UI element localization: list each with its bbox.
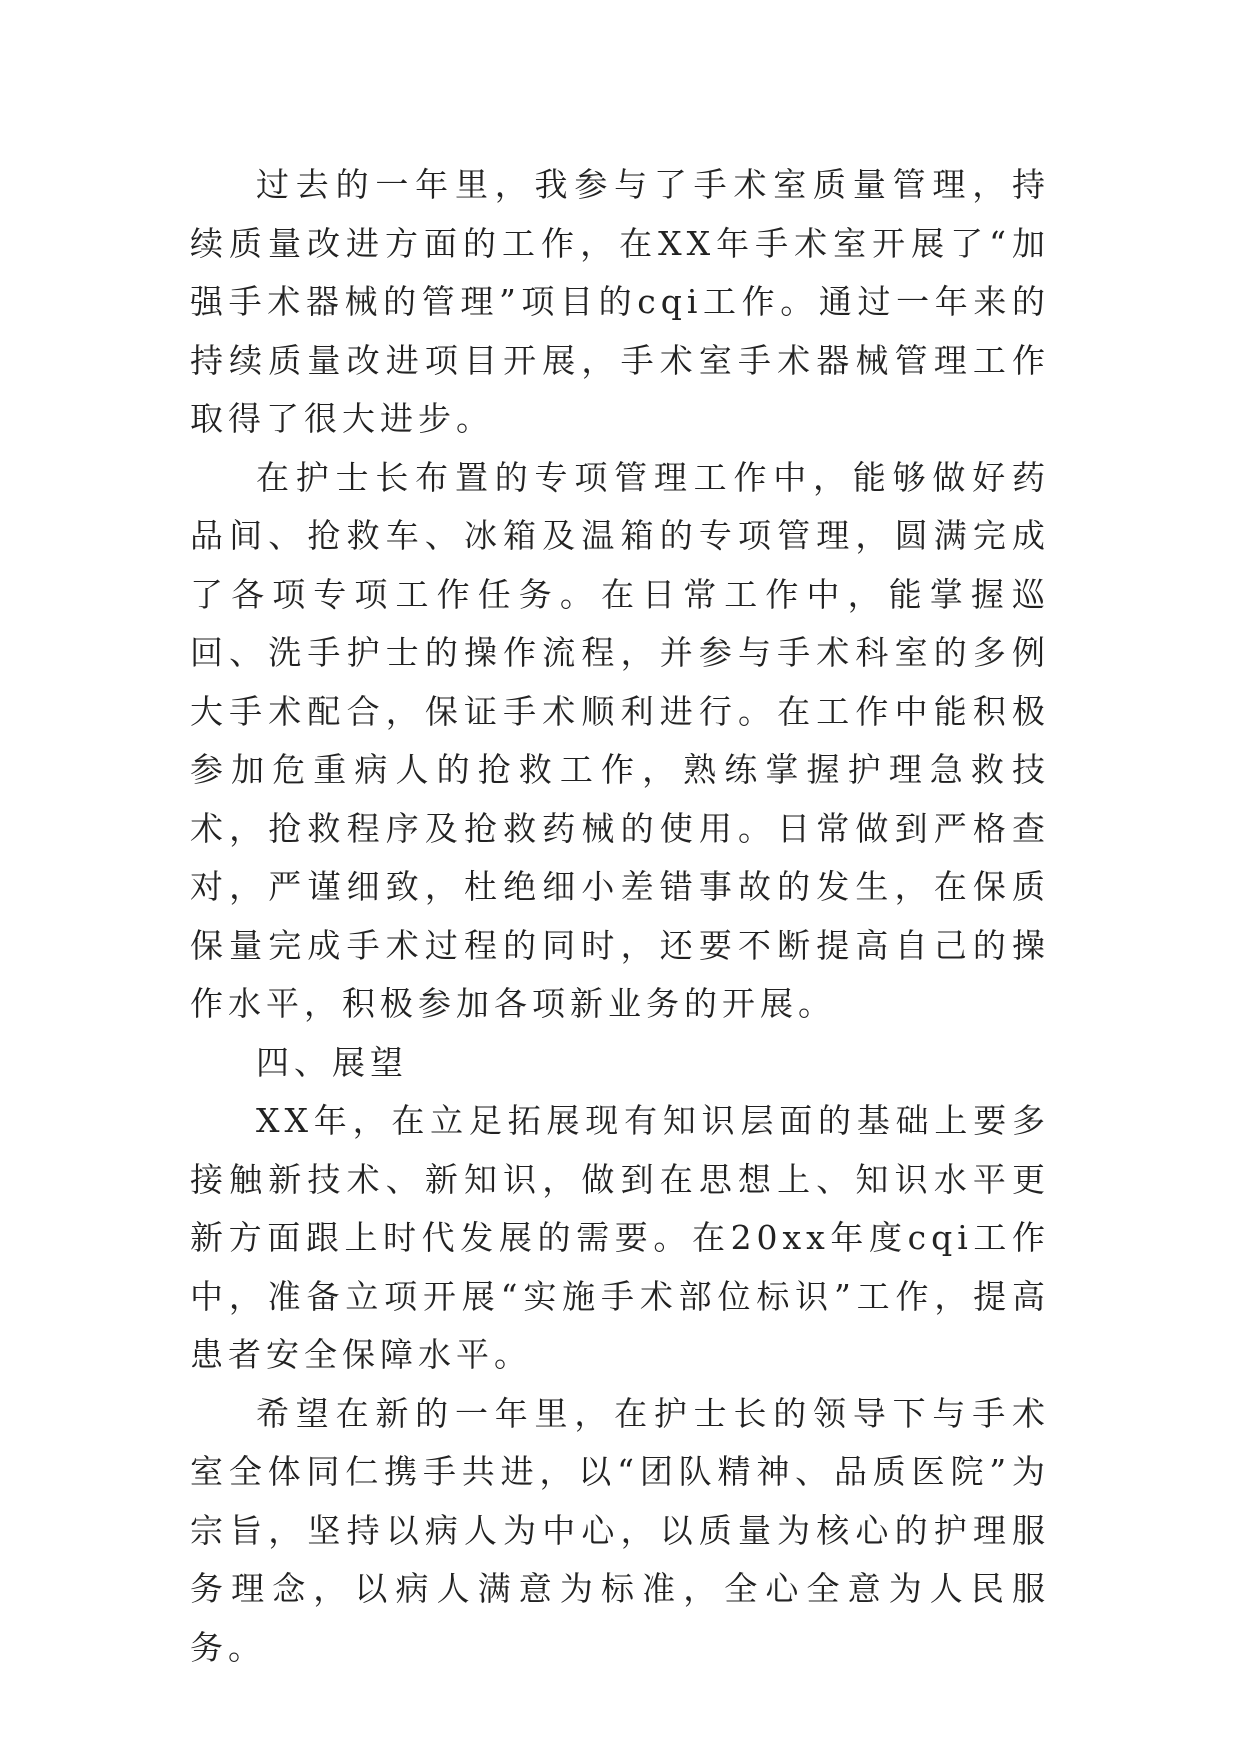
paragraph-outlook-plan: XX年，在立足拓展现有知识层面的基础上要多接触新技术、新知识，做到在思想上、知识水平更新方面跟上时代发展的需要。在20xx年度cqi工作中，准备立项开展“实施手术部位标识”工作，提高患者安全保障水平。 — [190, 1101, 1050, 1374]
section-heading-outlook: 四、展望 — [256, 1042, 408, 1082]
paragraph-quality-management: 过去的一年里，我参与了手术室质量管理，持续质量改进方面的工作，在XX年手术室开展了“加强手术器械的管理”项目的cqi工作。通过一年来的持续质量改进项目开展，手术室手术器械管理工作取得了很大进步。 — [190, 165, 1050, 438]
paragraph-special-management: 在护士长布置的专项管理工作中，能够做好药品间、抢救车、冰箱及温箱的专项管理，圆满完成了各项专项工作任务。在日常工作中，能掌握巡回、洗手护士的操作流程，并参与手术科室的多例大手术配合，保证手术顺利进行。在工作中能积极参加危重病人的抢救工作，熟练掌握护理急救技术，抢救程序及抢救药械的使用。日常做到严格查对，严谨细致，杜绝细小差错事故的发生，在保质保量完成手术过程的同时，还要不断提高自己的操作水平，积极参加各项新业务的开展。 — [190, 457, 1050, 1023]
paragraph-hope: 希望在新的一年里，在护士长的领导下与手术室全体同仁携手共进，以“团队精神、品质医院”为宗旨，坚持以病人为中心，以质量为核心的护理服务理念，以病人满意为标准，全心全意为人民服务。 — [190, 1393, 1050, 1667]
document-body — [190, 156, 1050, 1677]
